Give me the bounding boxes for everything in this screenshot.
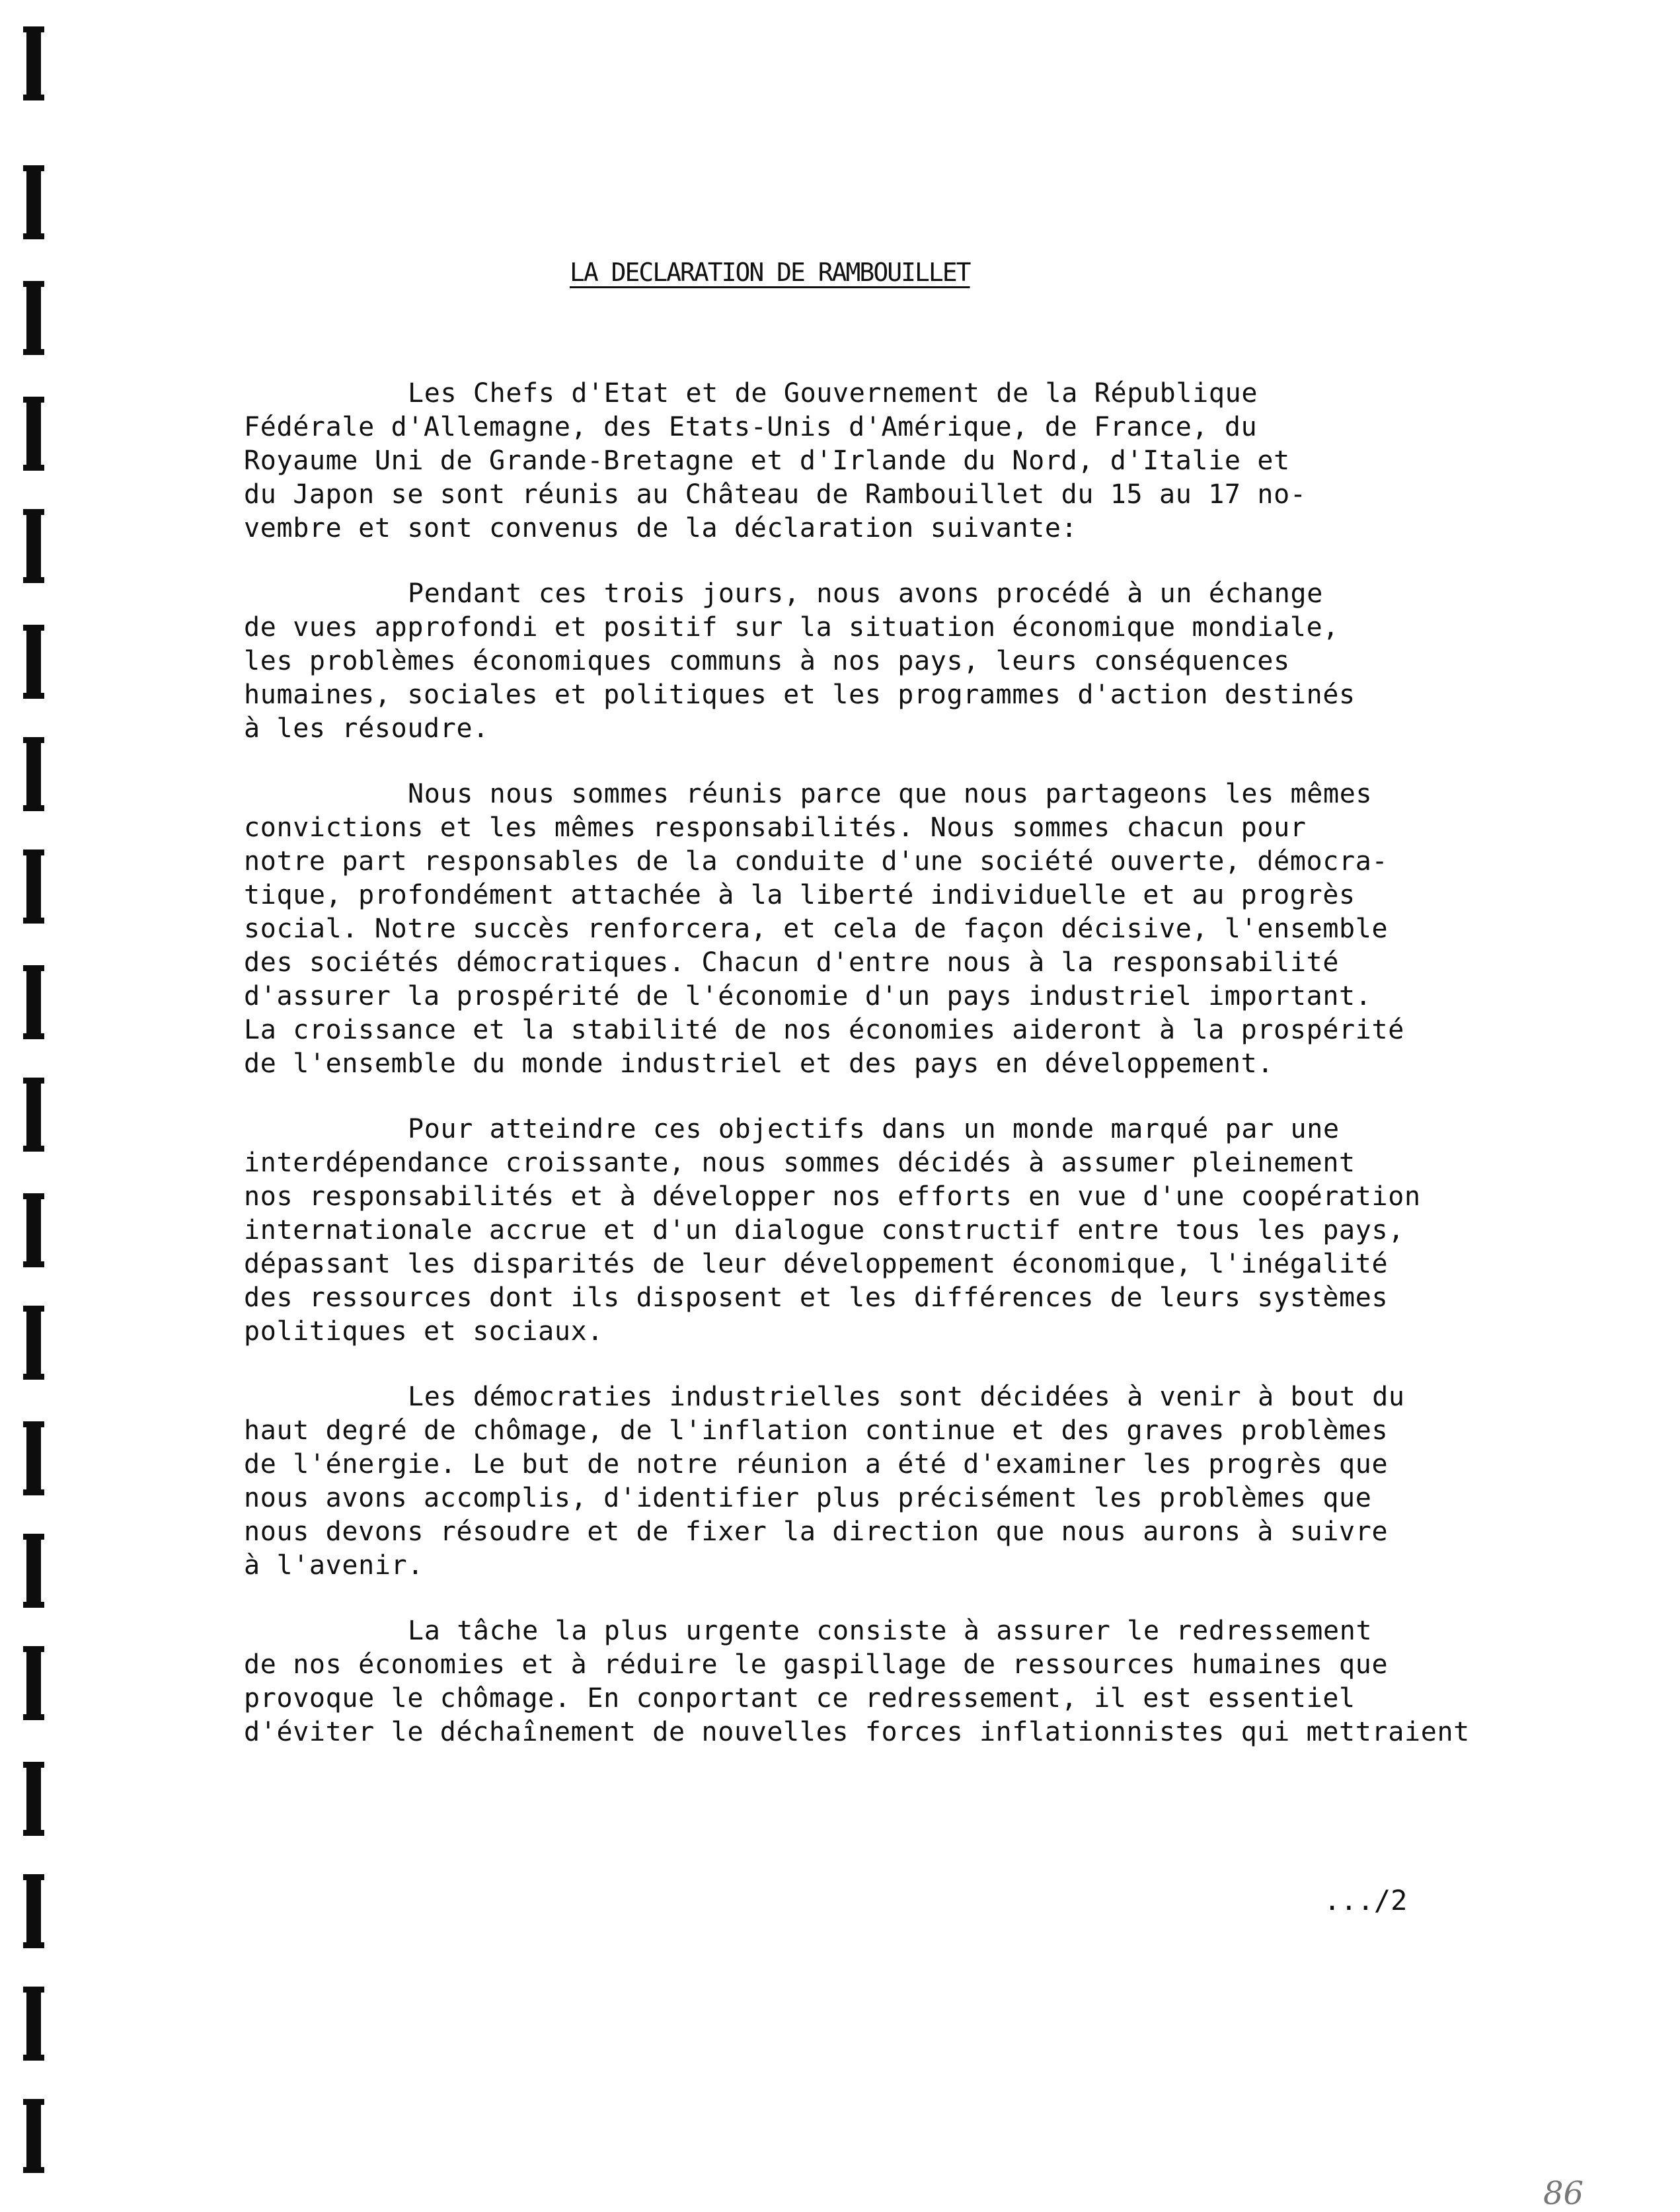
binder-mark [26, 1534, 41, 1608]
text-line: Royaume Uni de Grande-Bretagne et d'Irlande du Nord, d'Italie et [244, 446, 1290, 476]
text-line: social. Notre succès renforcera, et cela de façon décisive, l'ensemble [244, 914, 1389, 944]
binder-mark [26, 625, 41, 699]
text-line: des sociétés démocratiques. Chacun d'entre nous à la responsabilité [244, 947, 1340, 978]
document-title: LA DECLARATION DE RAMBOUILLET [570, 258, 970, 287]
text-line: interdépendance croissante, nous sommes décidés à assumer pleinement [244, 1148, 1355, 1178]
text-line: à les résoudre. [244, 713, 489, 744]
binder-mark [26, 1193, 41, 1267]
text-line: d'assurer la prospérité de l'économie d'un pays industriel important. [244, 981, 1372, 1011]
text-line: haut degré de chômage, de l'inflation continue et des graves problèmes [244, 1415, 1389, 1446]
paragraph [244, 1113, 1473, 1349]
binder-mark [26, 1874, 41, 1948]
text-line: vembre et sont convenus de la déclaration suivante: [244, 513, 1078, 543]
binder-mark [26, 1078, 41, 1152]
text-line: Les démocraties industrielles sont décidées à venir à bout du [408, 1382, 1405, 1412]
text-line: Nous nous sommes réunis parce que nous partageons les mêmes [408, 779, 1373, 809]
text-line: Pendant ces trois jours, nous avons procédé à un échange [408, 578, 1323, 609]
text-line: La croissance et la stabilité de nos économies aideront à la prospérité [244, 1015, 1404, 1045]
text-line: à l'avenir. [244, 1550, 424, 1581]
text-line: convictions et les mêmes responsabilités. Nous sommes chacun pour [244, 812, 1307, 843]
text-line: politiques et sociaux. [244, 1316, 604, 1347]
text-line: de nos économies et à réduire le gaspillage de ressources humaines que [244, 1649, 1389, 1680]
paragraph [244, 377, 1473, 545]
binder-mark [26, 965, 41, 1039]
binder-mark [26, 1421, 41, 1495]
text-line: de l'énergie. Le but de notre réunion a été d'examiner les progrès que [244, 1449, 1389, 1480]
binder-mark [26, 737, 41, 811]
continuation-marker: .../2 [1324, 1884, 1408, 1916]
binder-mark [26, 1646, 41, 1720]
binder-hole-marks [0, 0, 59, 2209]
text-line: des ressources dont ils disposent et les différences de leurs systèmes [244, 1283, 1389, 1313]
binder-mark [26, 509, 41, 583]
text-line: Pour atteindre ces objectifs dans un monde marqué par une [408, 1114, 1340, 1144]
text-line: de l'ensemble du monde industriel et des pays en développement. [244, 1048, 1274, 1079]
text-line: de vues approfondi et positif sur la situation économique mondiale, [244, 612, 1340, 643]
text-line: nous devons résoudre et de fixer la direction que nous aurons à suivre [244, 1517, 1389, 1547]
binder-mark [26, 1987, 41, 2061]
binder-mark [26, 281, 41, 355]
text-line: les problèmes économiques communs à nos pays, leurs conséquences [244, 646, 1290, 676]
text-line: humaines, sociales et politiques et les programmes d'action destinés [244, 680, 1355, 710]
text-line: Les Chefs d'Etat et de Gouvernement de la République [408, 378, 1258, 409]
binder-mark [26, 165, 41, 239]
binder-mark [26, 849, 41, 924]
paragraph [244, 1380, 1473, 1583]
paragraph [244, 777, 1473, 1081]
document-body [244, 377, 1473, 1781]
binder-mark [26, 1762, 41, 1836]
text-line: dépassant les disparités de leur développement économique, l'inégalité [244, 1249, 1389, 1279]
page-number: 86 [1543, 2175, 1584, 2212]
text-line: notre part responsables de la conduite d'une société ouverte, démocra- [244, 846, 1389, 877]
text-line: du Japon se sont réunis au Château de Rambouillet du 15 au 17 no- [244, 479, 1307, 510]
text-line: La tâche la plus urgente consiste à assurer le redressement [408, 1616, 1373, 1646]
text-line: internationale accrue et d'un dialogue constructif entre tous les pays, [244, 1215, 1404, 1245]
paragraph [244, 1614, 1473, 1749]
text-line: tique, profondément attachée à la liberté individuelle et au progrès [244, 880, 1355, 910]
text-line: Fédérale d'Allemagne, des Etats-Unis d'Amérique, de France, du [244, 412, 1258, 442]
text-line: nos responsabilités et à développer nos efforts en vue d'une coopération [244, 1181, 1421, 1212]
binder-mark [26, 1306, 41, 1380]
binder-mark [26, 26, 41, 100]
binder-mark [26, 397, 41, 471]
text-line: d'éviter le déchaînement de nouvelles forces inflationnistes qui mettraient [244, 1717, 1470, 1747]
paragraph [244, 577, 1473, 746]
binder-mark [26, 2099, 41, 2173]
text-line: provoque le chômage. En conportant ce redressement, il est essentiel [244, 1683, 1355, 1714]
text-line: nous avons accomplis, d'identifier plus précisément les problèmes que [244, 1483, 1372, 1513]
